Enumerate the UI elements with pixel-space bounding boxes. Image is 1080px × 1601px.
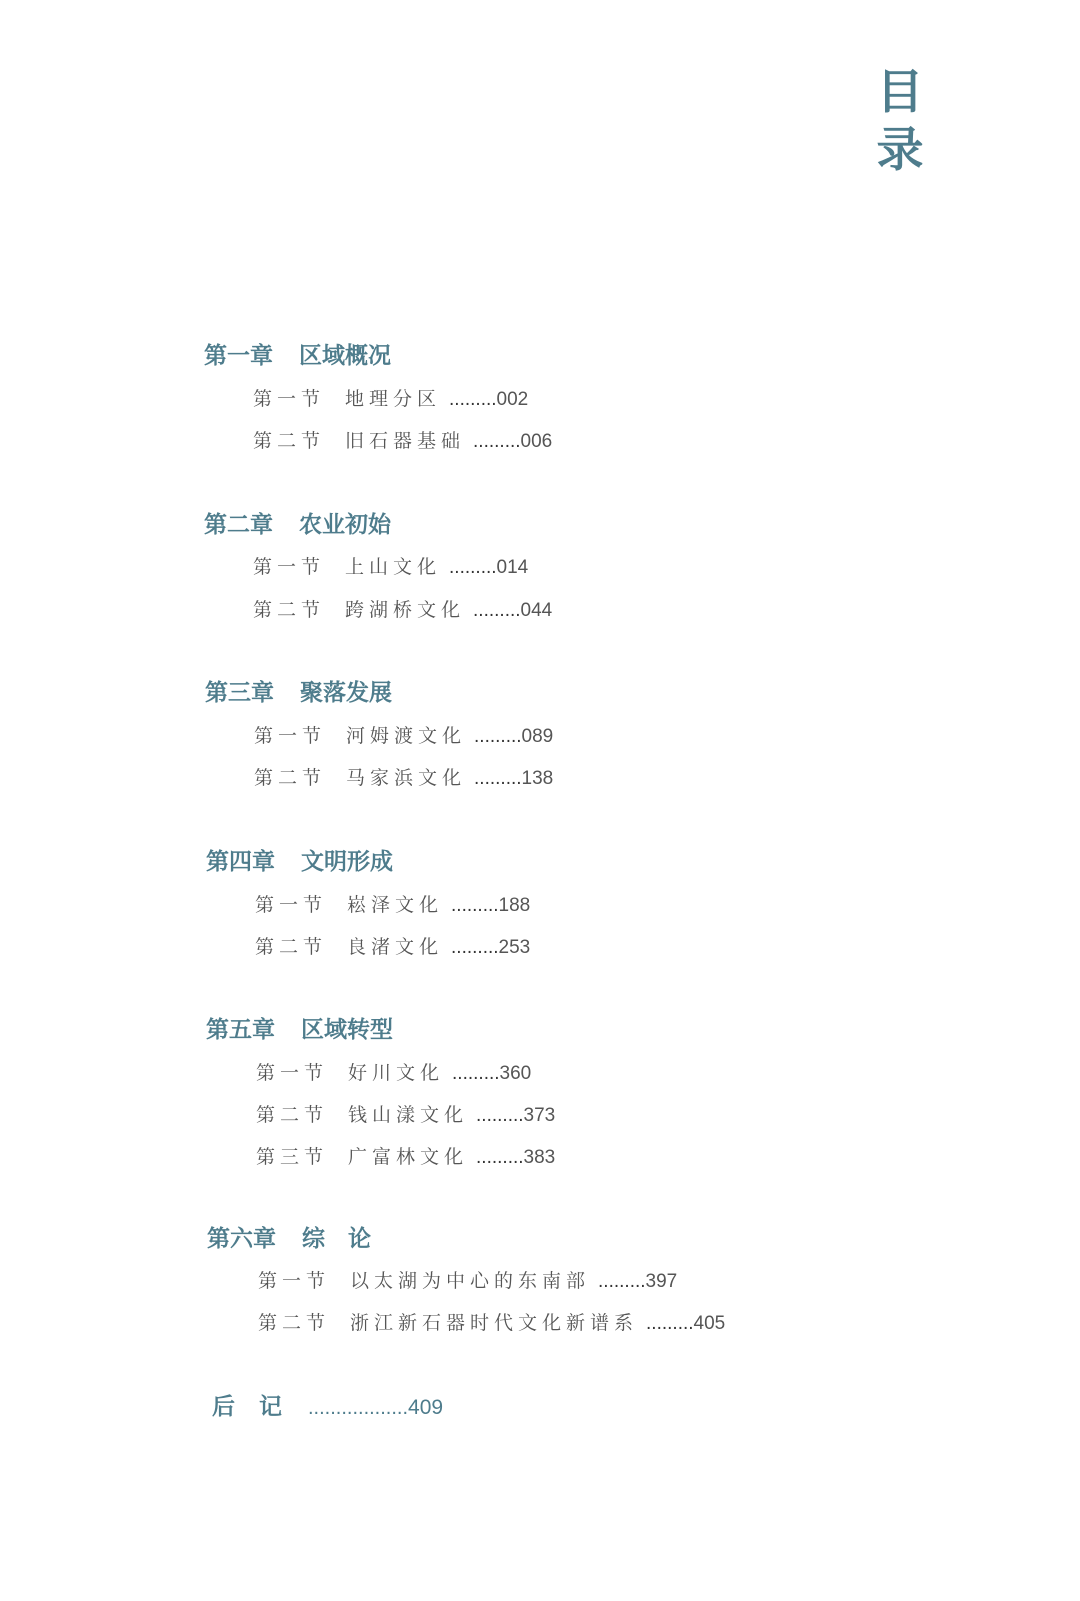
page-number: 360: [499, 1063, 532, 1084]
dot-leader: .........: [451, 895, 499, 916]
page-number: 044: [520, 600, 553, 621]
chapter-number: 第六章: [207, 1225, 276, 1252]
toc-entry[interactable]: [253, 554, 528, 581]
chapter-title: 区域转型: [301, 1016, 393, 1043]
chapter-number: 第一章: [204, 342, 273, 369]
page-number: 006: [520, 431, 553, 452]
page-number: 405: [693, 1313, 726, 1334]
section-number: 第二节: [253, 599, 326, 621]
section-number: 第一节: [258, 1270, 331, 1292]
chapter-4-heading[interactable]: [206, 847, 393, 877]
dot-leader: .........: [473, 431, 521, 452]
section-title: 好川文化: [348, 1062, 445, 1084]
dot-leader: .........: [449, 389, 497, 410]
section-title: 以太湖为中心的东南部: [350, 1270, 591, 1292]
section-title: 马家浜文化: [346, 767, 467, 789]
page-number: 383: [523, 1147, 556, 1168]
chapter-2-heading[interactable]: [204, 510, 391, 540]
page-number: 089: [521, 726, 554, 747]
dot-leader: .........: [474, 726, 522, 747]
toc-entry[interactable]: [258, 1310, 725, 1337]
toc-entry[interactable]: [253, 386, 528, 413]
section-title: 河姆渡文化: [346, 725, 467, 747]
section-number: 第二节: [256, 1104, 329, 1126]
dot-leader: .........: [476, 1105, 524, 1126]
toc-entry[interactable]: [254, 723, 553, 750]
dot-leader: .........: [451, 937, 499, 958]
page-number: 138: [521, 768, 554, 789]
dot-leader: .........: [452, 1063, 500, 1084]
chapter-1-heading[interactable]: [204, 341, 391, 371]
page-number: 253: [498, 937, 531, 958]
toc-entry[interactable]: [258, 1268, 677, 1295]
section-title: 浙江新石器时代文化新谱系: [350, 1312, 639, 1334]
toc-entry[interactable]: [255, 892, 530, 919]
section-number: 第二节: [254, 767, 327, 789]
section-title: 跨湖桥文化: [345, 599, 466, 621]
toc-entry[interactable]: [253, 597, 552, 624]
page-number: 409: [408, 1396, 444, 1419]
dot-leader: .........: [646, 1313, 694, 1334]
afterword-label: 后记: [212, 1393, 306, 1420]
page-title-char-2: 录: [876, 123, 924, 178]
chapter-number: 第五章: [206, 1016, 275, 1043]
section-number: 第一节: [253, 556, 326, 578]
page-number: 014: [496, 557, 529, 578]
toc-entry[interactable]: [253, 428, 552, 455]
toc-entry[interactable]: [256, 1060, 531, 1087]
dot-leader: .........: [474, 768, 522, 789]
chapter-title: 农业初始: [299, 511, 391, 538]
chapter-5-heading[interactable]: [206, 1015, 393, 1045]
toc-entry[interactable]: [254, 765, 553, 792]
section-title: 旧石器基础: [345, 430, 466, 452]
chapter-title: 区域概况: [299, 342, 391, 369]
dot-leader: ..................: [308, 1397, 409, 1419]
section-number: 第二节: [258, 1312, 331, 1334]
chapter-6-heading[interactable]: [207, 1224, 371, 1254]
page-number: 002: [496, 389, 529, 410]
chapter-number: 第二章: [204, 511, 273, 538]
chapter-title: 聚落发展: [300, 679, 392, 706]
section-number: 第一节: [254, 725, 327, 747]
section-title: 钱山漾文化: [348, 1104, 469, 1126]
dot-leader: .........: [473, 600, 521, 621]
page-number: 188: [498, 895, 531, 916]
chapter-number: 第三章: [205, 679, 274, 706]
section-title: 崧泽文化: [347, 894, 444, 916]
section-number: 第二节: [255, 936, 328, 958]
section-number: 第三节: [256, 1146, 329, 1168]
chapter-3-heading[interactable]: [205, 678, 392, 708]
section-title: 地理分区: [345, 388, 442, 410]
section-title: 广富林文化: [348, 1146, 469, 1168]
section-number: 第一节: [253, 388, 326, 410]
toc-entry[interactable]: [256, 1102, 555, 1129]
section-title: 良渚文化: [347, 936, 444, 958]
dot-leader: .........: [476, 1147, 524, 1168]
chapter-title: 综 论: [302, 1225, 371, 1252]
section-number: 第一节: [256, 1062, 329, 1084]
page-number: 397: [645, 1271, 678, 1292]
chapter-title: 文明形成: [301, 848, 393, 875]
toc-entry[interactable]: [255, 934, 530, 961]
dot-leader: .........: [598, 1271, 646, 1292]
afterword-entry[interactable]: [212, 1392, 443, 1423]
section-number: 第一节: [255, 894, 328, 916]
page-number: 373: [523, 1105, 556, 1126]
section-number: 第二节: [253, 430, 326, 452]
page-title-char-1: 目: [876, 65, 924, 120]
toc-entry[interactable]: [256, 1144, 555, 1171]
dot-leader: .........: [449, 557, 497, 578]
chapter-number: 第四章: [206, 848, 275, 875]
section-title: 上山文化: [345, 556, 442, 578]
